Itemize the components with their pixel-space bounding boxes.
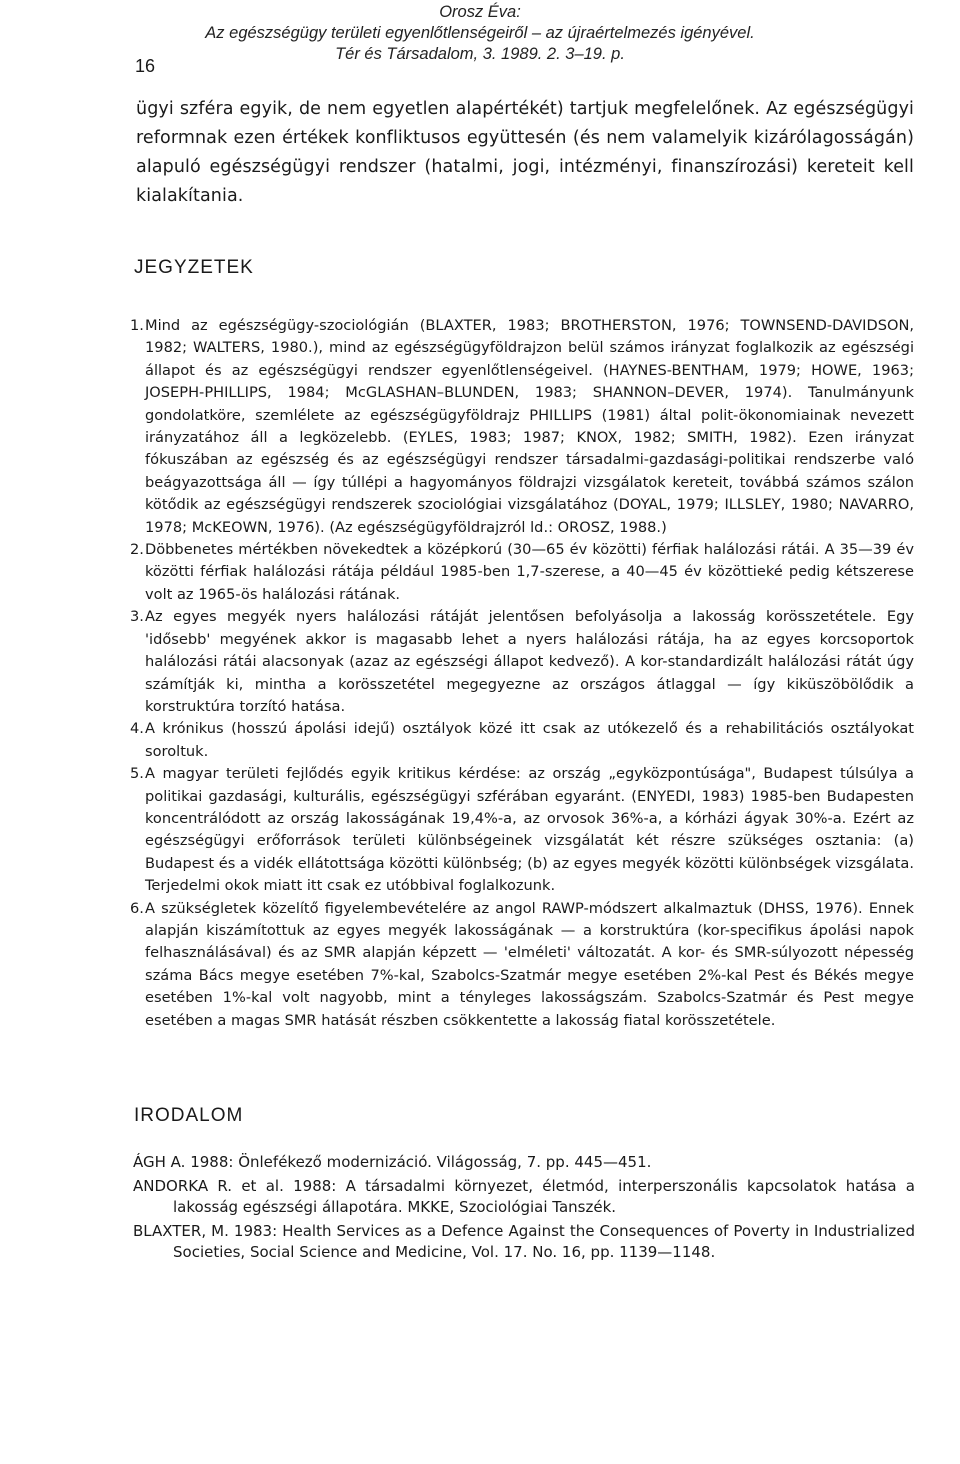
notes-list bbox=[130, 315, 914, 1032]
note-item bbox=[130, 606, 914, 718]
note-item bbox=[130, 763, 914, 897]
note-number: 1. bbox=[130, 317, 144, 334]
note-text: A magyar területi fejlődés egyik kritikus kérdése: az ország „egyközpontúsága", Budapest túlsúlya a politikai gazdasági, kulturális, egészségügyi szférában egyaránt. (ENYEDI, 1983) 1985-ben Budapesten koncentrálódott az ország lakosságának 19,4%-a, az orvosok 36%-a, a kórházi ágyak 30%-a. Ezért az egészségügyi erőforrások területi különbségeinek vizsgálatát két részre szükséges osztania: (a) Budapest és a vidék ellátottsága közötti különbség; (b) az egyes megyék közötti különbségek vizsgálata. Terjedelmi okok miatt itt csak ez utóbbival foglalkozunk. bbox=[145, 765, 914, 895]
note-text: Az egyes megyék nyers halálozási rátáját jelentősen befolyásolja a lakosság korösszetétele. Egy 'idősebb' megyének akkor is magasabb lehet a nyers halálozási rátája, ha az egyes korcsoportok halálozási rátái alacsonyak (azaz az egészségi állapot kedvező). A kor-standardizált halálozási rátát úgy számítják ki, mintha a korösszetétel megegyezne az országos átlaggal — így kiküszöbölődik a korstruktúra torzító hatása. bbox=[145, 608, 914, 715]
page-number: 16 bbox=[135, 56, 156, 76]
note-number: 3. bbox=[130, 608, 144, 626]
note-item bbox=[130, 539, 914, 606]
note-number: 6. bbox=[130, 899, 144, 917]
reference-item: BLAXTER, M. 1983: Health Services as a Defence Against the Consequences of Poverty in Industrialized Societies, Social Science and Medicine, Vol. 17. No. 16, pp. 1139—1148. bbox=[133, 1221, 915, 1261]
reference-item: ANDORKA R. et al. 1988: A társadalmi környezet, életmód, interperszonális kapcsolatok hatása a lakosság egészségi állapotára. MKKE, Szociológiai Tanszék. bbox=[133, 1176, 915, 1216]
note-item bbox=[130, 315, 914, 539]
notes-heading: JEGYZETEK bbox=[134, 257, 254, 278]
header-title: Az egészségügy területi egyenlőtlenségeiről – az újraértelmezés igényével. bbox=[205, 24, 755, 42]
note-text: A krónikus (hosszú ápolási idejű) osztályok közé itt csak az utókezelő és a rehabilitációs osztályokat soroltuk. bbox=[145, 720, 914, 760]
note-text: Mind az egészségügy-szociológián (BLAXTER, 1983; BROTHERSTON, 1976; TOWNSEND-DAVIDSON, 1982; WALTERS, 1980.), mind az egészségügyföldrajzon belül számos irányzat foglalkozik az egészségi állapot és az egészségügyi rendszer egyenlőtlenségeivel. (HAYNES-BENTHAM, 1979; HOWE, 1963; JOSEPH-PHILLIPS, 1984; McGLASHAN–BLUNDEN, 1983; SHANNON–DEVER, 1974). Tanulmányunk gondolatköre, szemlélete az egészségügyföldrajz PHILLIPS (1981) által polit-ökonomiainak nevezett irányzatához áll a legközelebb. (EYLES, 1983; 1987; KNOX, 1982; SMITH, 1982). Ezen irányzat fókuszában az egészség és az egészségügyi rendszer társadalmi-gazdasági-politikai rendszerbe való beágyazottsága áll — így túllépi a hagyományos földrajzi vizsgálatok kereteit, továbbá számos szálon kötődik az egészségügyi rendszerek szociológiai vizsgálatához (DOYAL, 1979; ILLSLEY, 1980; NAVARRO, 1978; McKEOWN, 1976). (Az egészségügyföldrajzról ld.: OROSZ, 1988.) bbox=[145, 317, 914, 536]
note-item bbox=[130, 898, 914, 1032]
main-body bbox=[136, 95, 914, 211]
note-number: 5. bbox=[130, 765, 144, 783]
references-list bbox=[133, 1152, 915, 1266]
note-item bbox=[130, 718, 914, 763]
intro-paragraph: ügyi szféra egyik, de nem egyetlen alapértékét) tartjuk megfelelőnek. Az egészségügyi reformnak ezen értékek konfliktusos együttesén (és nem valamelyik kizárólagosságán) alapuló egészségügyi rendszer (hatalmi, jogi, intézményi, finanszírozási) kereteit kell kialakítania. bbox=[136, 99, 914, 206]
header-author: Orosz Éva: bbox=[439, 3, 521, 21]
note-number: 2. bbox=[130, 541, 144, 559]
references-heading: IRODALOM bbox=[134, 1105, 244, 1126]
note-number: 4. bbox=[130, 720, 144, 738]
note-text: A szükségletek közelítő figyelembevételére az angol RAWP-módszert alkalmaztuk (DHSS, 1976). Ennek alapján kiszámítottuk az egyes megyék lakosságának — a korstruktúra (kor-specifikus ápolási napok felhasználásával) és az SMR alapján képzett — 'elméleti' változatát. A kor- és SMR-súlyozott népesség száma Bács megye esetében 7%-kal, Szabolcs-Szatmár megye esetében 2%-kal Pest és Békés megye esetében 1%-kal volt nagyobb, mint a tényleges lakosságszám. Szabolcs-Szatmár és Pest megye esetében a magas SMR hatását részben csökkentette a lakosság fiatal korösszetétele. bbox=[145, 899, 914, 1029]
note-text: Döbbenetes mértékben növekedtek a középkorú (30—65 év közötti) férfiak halálozási rátái. A 35—39 év közötti férfiak halálozási rátája például 1985-ben 1,7-szerese, a 40—45 év közöttieké pedig kétszerese volt az 1965-ös halálozási rátának. bbox=[145, 541, 914, 603]
header-source: Tér és Társadalom, 3. 1989. 2. 3–19. p. bbox=[335, 45, 625, 63]
reference-item: ÁGH A. 1988: Önlefékező modernizáció. Világosság, 7. pp. 445—451. bbox=[133, 1153, 652, 1171]
